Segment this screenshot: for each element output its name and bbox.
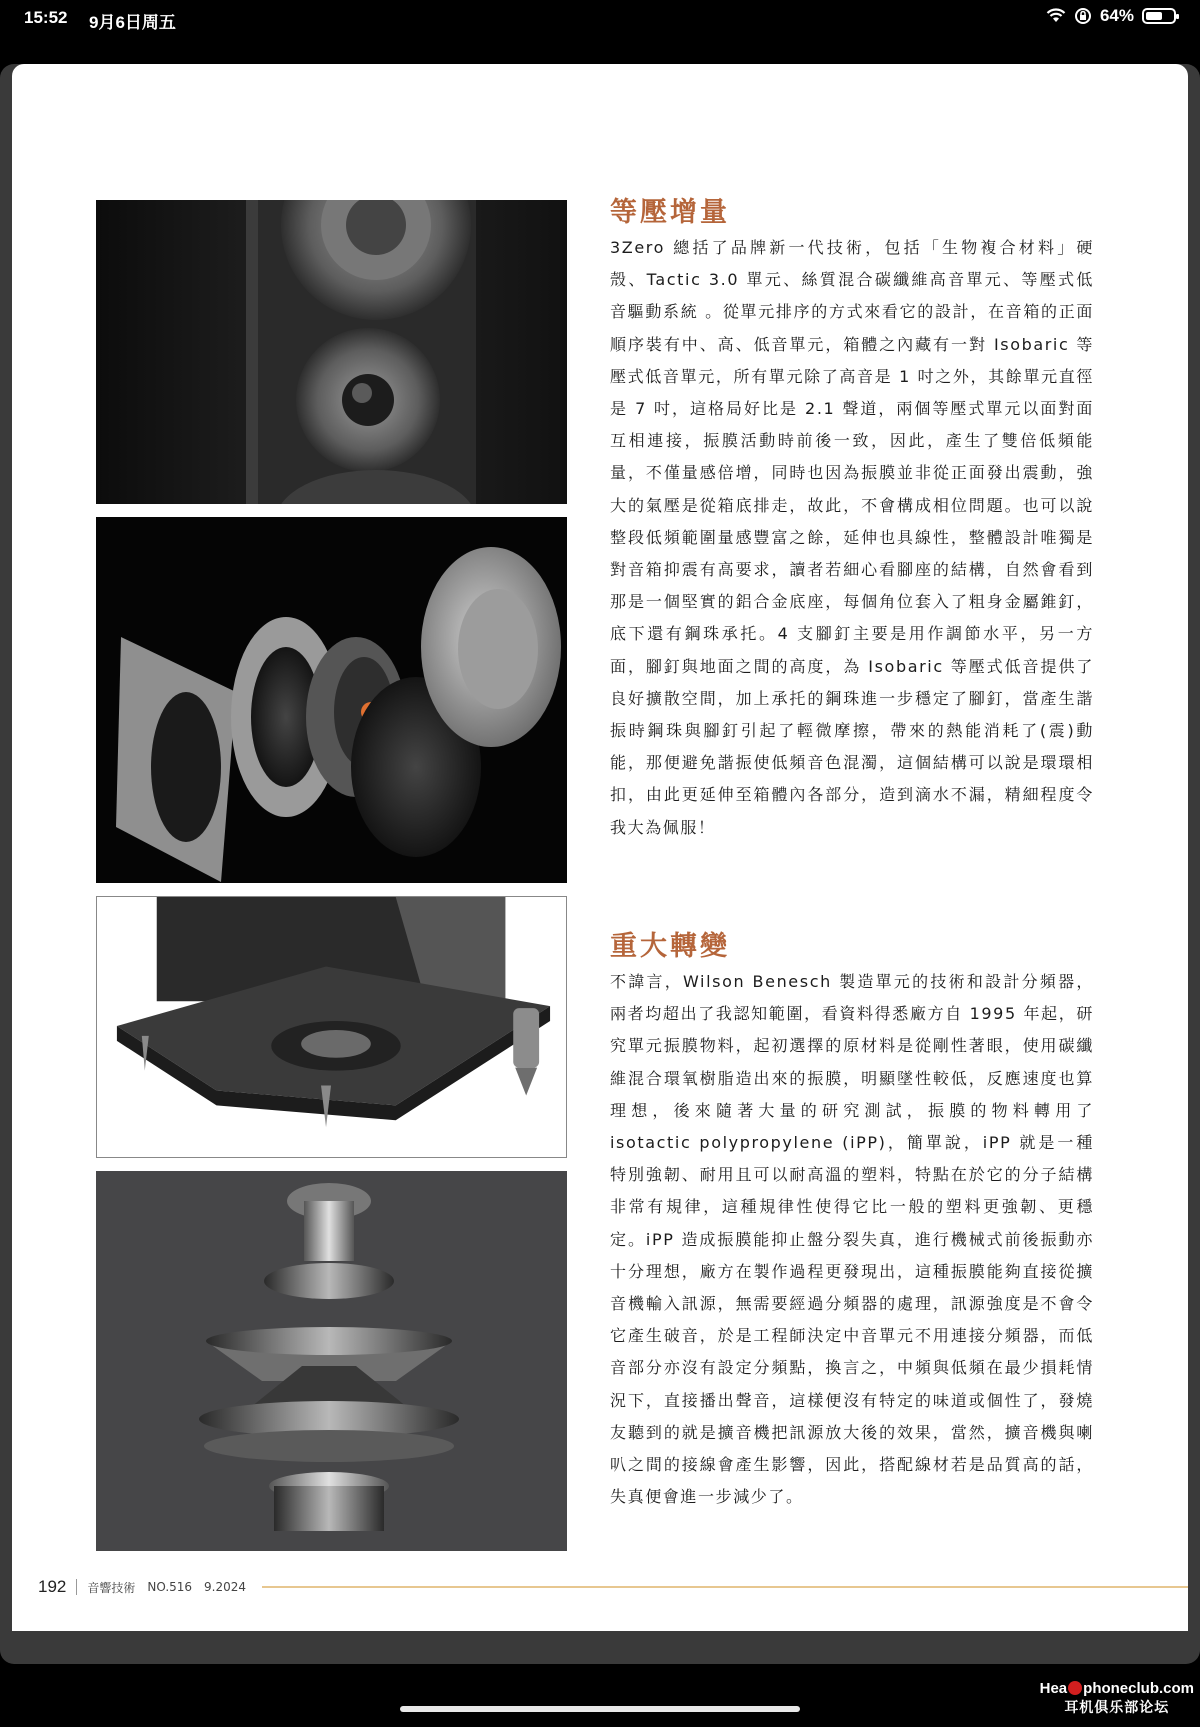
section-heading: 重大轉變 [610, 931, 730, 962]
headphone-icon [1068, 1681, 1082, 1695]
section-heading: 等壓增量 [610, 197, 730, 228]
article-section-isobaric [610, 196, 1094, 844]
home-indicator[interactable] [400, 1706, 800, 1712]
document-viewer[interactable] [0, 64, 1200, 1664]
exploded-driver-photo [96, 517, 567, 883]
status-date: 9月6日周五 [89, 13, 176, 32]
status-right-group [1046, 6, 1176, 26]
magazine-name: 音響技術 [87, 1580, 136, 1595]
status-bar [0, 0, 1200, 40]
page-number: 192 [38, 1577, 67, 1596]
page-footer [38, 1576, 1188, 1598]
section-body: 不諱言，Wilson Benesch 製造單元的技術和設計分頻器，兩者均超出了我認知範圍，看資料得悉廠方自 1995 年起，研究單元振膜物料，起初選擇的原材料是從剛性著眼，使用碳纖維混合環氧樹脂造出來的振膜，明顯墜性較低，反應速度也算理想，後來隨著大量的研究測試，振膜的物料轉用了 isotactic polypropylene (iPP)，簡單說，iPP 就是一種特別強韌、耐用且可以耐高溫的塑料，特點在於它的分子結構非常有規律，這種規律性使得它比一般的塑料更強韌、更穩定。iPP 造成振膜能抑止盤分裂失真，進行機械式前後振動亦十分理想，廠方在製作過程更發現出，這種振膜能夠直接從擴音機輸入訊源，無需要經過分頻器的處理，訊源強度是不會令它產生破音，於是工程師決定中音單元不用連接分頻器，而低音部分亦沒有設定分頻點，換言之，中頻與低頻在最少損耗情況下，直接播出聲音，這樣便沒有特定的味道或個性了，發燒友聽到的就是擴音機把訊源放大後的效果，當然，擴音機與喇叭之間的接線會產生影響，因此，搭配線材若是品質高的話，失真便會進一步減少了。 [610, 972, 1094, 1507]
speaker-base-photo [96, 896, 567, 1158]
driver-stack-photo [96, 1171, 567, 1551]
section-body: 3Zero 總括了品牌新一代技術，包括「生物複合材料」硬殼、Tactic 3.0 單元、絲質混合碳纖維高音單元、等壓式低音驅動系統 。從單元排序的方式來看它的設計，在音箱的正面順序裝有中、高、低音單元，箱體之內藏有一對 Isobaric 等壓式低音單元，所有單元除了高音是 1 吋之外，其餘單元直徑是 7 吋，這格局好比是 2.1 聲道，兩個等壓式單元以面對面互相連接，振膜活動時前後一致，因此，產生了雙倍低頻能量，不僅量感倍增，同時也因為振膜並非從正面發出震動，強大的氣壓是從箱底排走，故此，不會構成相位問題。也可以說整段低頻範圍量感豐富之餘，延伸也具線性，整體設計唯獨是對音箱抑震有高要求，讀者若細心看腳座的結構，自然會看到那是一個堅實的鋁合金底座，每個角位套入了粗身金屬錐釘，底下還有鋼珠承托。4 支腳釘主要是用作調節水平，另一方面，腳釘與地面之間的高度，為 Isobaric 等壓式低音提供了良好擴散空間，加上承托的鋼珠進一步穩定了腳釘，當產生諧振時鋼珠與腳釘引起了輕微摩擦，帶來的熱能消耗了(震)動能，那便避免諧振使低頻音色混濁，這個結構可以說是環環相扣，由此更延伸至箱體內各部分，造到滴水不漏，精細程度令我大為佩服！ [610, 238, 1094, 837]
watermark-logo: Hea phoneclub.com [1039, 1680, 1194, 1697]
watermark-subtitle: 耳机俱乐部论坛 [1064, 1700, 1170, 1716]
battery-icon [1142, 8, 1176, 24]
wifi-icon [1046, 8, 1066, 24]
status-time: 15:52 [24, 8, 68, 27]
site-watermark [1040, 1680, 1194, 1717]
issue-date: 9.2024 [204, 1580, 247, 1594]
footer-divider [76, 1579, 77, 1595]
magazine-page [12, 64, 1188, 1631]
article-section-major-change [610, 930, 1094, 1513]
orientation-lock-icon [1074, 7, 1092, 25]
footer-rule [262, 1586, 1188, 1588]
issue-number: NO.516 [147, 1580, 193, 1594]
speaker-front-photo [96, 200, 567, 504]
battery-percentage: 64% [1099, 6, 1134, 25]
